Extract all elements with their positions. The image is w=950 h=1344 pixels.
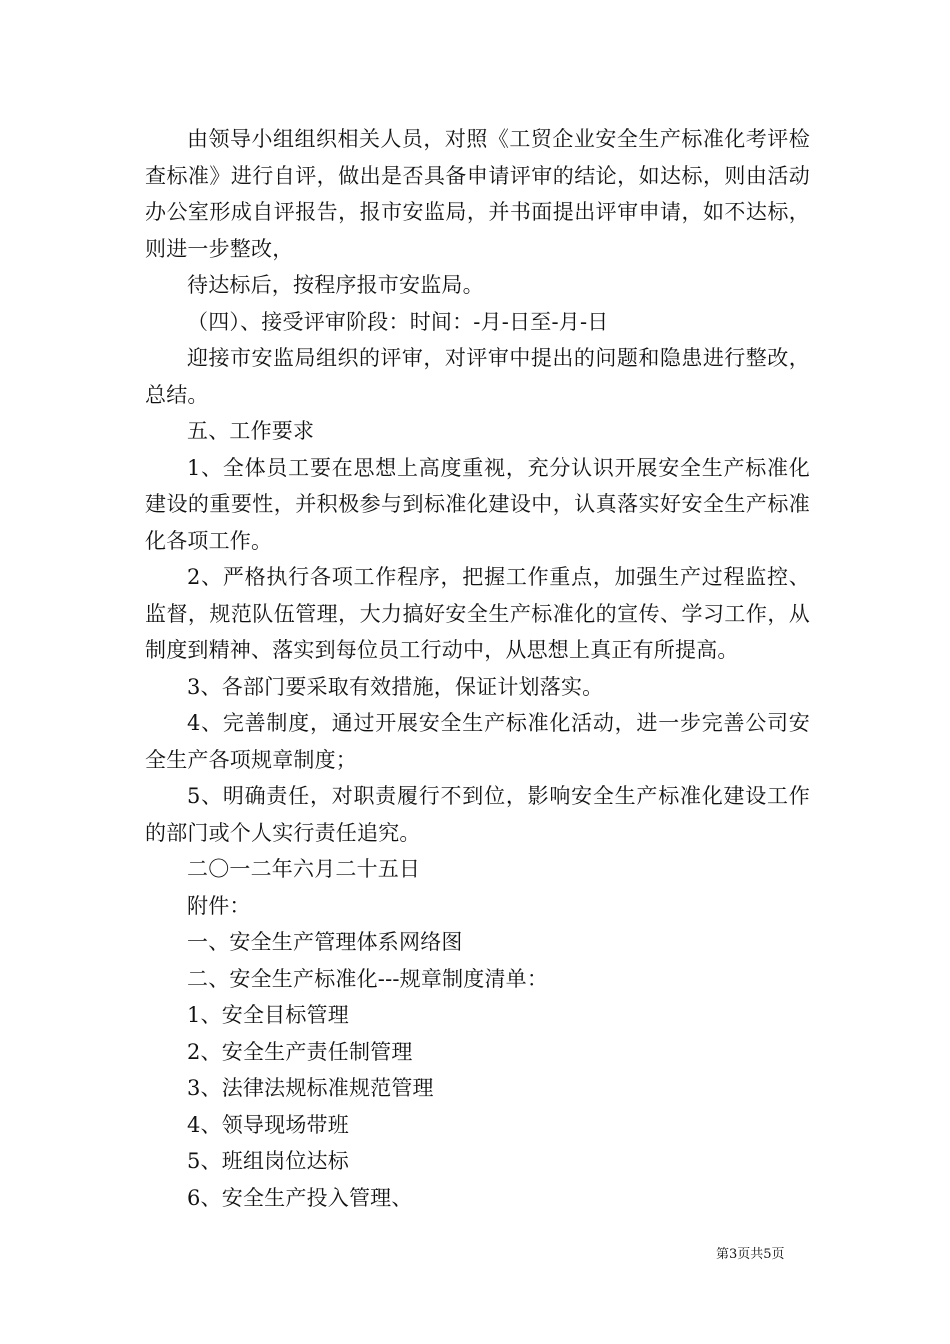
paragraph-report-after-standard: 待达标后，按程序报市安监局。	[187, 273, 484, 297]
attachment-item-1: 一、安全生产管理体系网络图	[187, 930, 463, 954]
rule-list-item-1: 1、安全目标管理	[187, 1003, 349, 1027]
rule-list-item-5: 5、班组岗位达标	[187, 1149, 349, 1173]
document-date: 二〇一二年六月二十五日	[187, 857, 421, 881]
document-body	[145, 121, 810, 1216]
requirement-item-4: 4、完善制度，通过开展安全生产标准化活动，进一步完善公司安全生产各项规章制度；	[145, 711, 810, 772]
rule-list-item-2: 2、安全生产责任制管理	[187, 1039, 413, 1064]
requirement-item-3: 3、各部门要采取有效措施，保证计划落实。	[187, 674, 604, 699]
requirement-item-5: 5、明确责任，对职责履行不到位，影响安全生产标准化建设工作的部门或个人实行责任追究。	[145, 784, 810, 845]
paragraph-self-evaluation: 由领导小组组织相关人员，对照《工贸企业安全生产标准化考评检查标准》进行自评，做出是否具备申请评审的结论，如达标，则由活动办公室形成自评报告，报市安监局，并书面提出评审申请，如不达标，则进一步整改，	[145, 127, 810, 261]
rule-list-item-3: 3、法律法规标准规范管理	[187, 1076, 434, 1100]
rule-list-item-4: 4、领导现场带班	[187, 1112, 349, 1137]
attachment-label: 附件：	[187, 893, 251, 918]
paragraph-stage-four: （四）、接受评审阶段：时间：-月-日至-月-日	[187, 309, 609, 334]
section-heading-work-requirements: 五、工作要求	[187, 419, 315, 443]
rule-list-item-6: 6、安全生产投入管理、	[187, 1185, 413, 1210]
paragraph-accept-review: 迎接市安监局组织的评审，对评审中提出的问题和隐患进行整改，总结。	[145, 346, 810, 407]
requirement-item-1: 1、全体员工要在思想上高度重视，充分认识开展安全生产标准化建设的重要性，并积极参与到标准化建设中，认真落实好安全生产标准化各项工作。	[145, 455, 810, 553]
attachment-item-2: 二、安全生产标准化---规章制度清单：	[187, 966, 549, 991]
requirement-item-2: 2、严格执行各项工作程序，把握工作重点，加强生产过程监控、监督，规范队伍管理，大力搞好安全生产标准化的宣传、学习工作，从制度到精神、落实到每位员工行动中，从思想上真正有所提高。	[145, 565, 810, 662]
page-number: 第3页共5页	[716, 1247, 785, 1262]
